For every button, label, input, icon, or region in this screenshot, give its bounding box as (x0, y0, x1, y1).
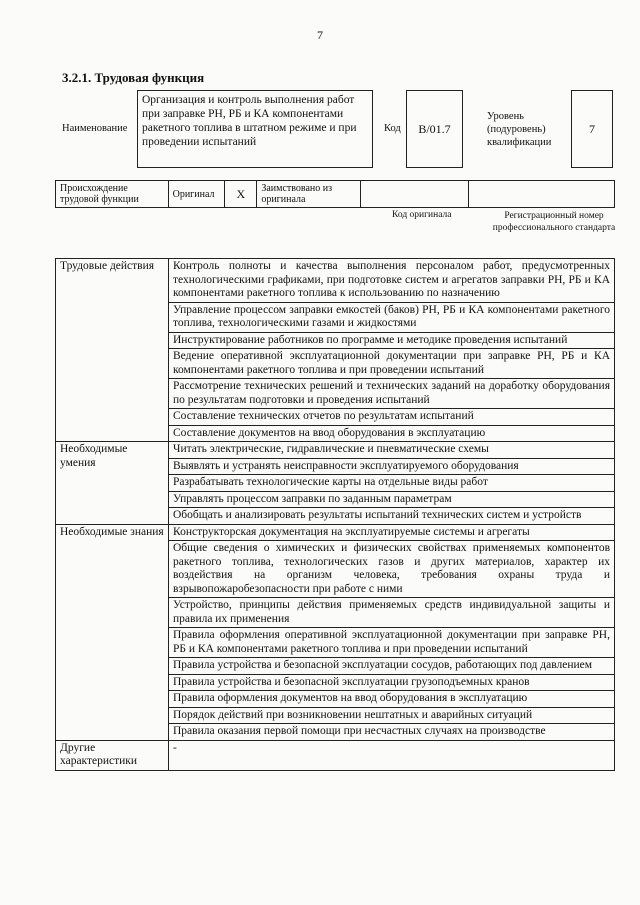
table-row (56, 259, 615, 303)
item-cell: Обобщать и анализировать результаты испытаний технических систем и устройств (169, 508, 615, 525)
item-cell: Правила устройства и безопасной эксплуатации грузоподъемных кранов (169, 674, 615, 691)
section-title: 3.2.1. Трудовая функция (62, 70, 205, 85)
item-cell: Правила оформления оперативной эксплуатационной документации при заправке РН, РБ и КА компонентами ракетного топлива и при проведении испытаний (169, 628, 615, 658)
category-cell: Необходимые умения (56, 442, 169, 525)
original-mark: X (225, 181, 257, 207)
code-original-label: Код оригинала (392, 210, 452, 220)
item-cell: Ведение оперативной эксплуатационной документации при заправке РН, РБ и КА компонентами ракетного топлива и при проведении испытаний (169, 349, 615, 379)
original-label: Оригинал (169, 181, 226, 207)
category-cell: Трудовые действия (56, 259, 169, 442)
item-cell: Контроль полноты и качества выполнения персоналом работ, предусмотренных технологическими графиками, при подготовке систем и агрегатов заправки РН, РБ и КА компонентами ракетного топлива к использованию по назначению (169, 259, 615, 303)
code-original-cell (361, 181, 469, 207)
table-row (56, 740, 615, 770)
item-cell: Составление технических отчетов по результатам испытаний (169, 409, 615, 426)
item-cell: Устройство, принципы действия применяемых средств индивидуальной защиты и правила их применения (169, 598, 615, 628)
function-details-table (55, 258, 615, 771)
item-cell: Конструкторская документация на эксплуатируемые системы и агрегаты (169, 524, 615, 541)
item-cell: - (169, 740, 615, 770)
item-cell: Правила оказания первой помощи при несчастных случаях на производстве (169, 724, 615, 741)
item-cell: Общие сведения о химических и физических свойствах применяемых компонентов ракетного топлива, технологических газов и других материалов, характер их воздействия на организм человека, требования охраны труда и взрывопожаробезопасности при работе с ними (169, 541, 615, 598)
origin-row (55, 180, 615, 208)
item-cell: Рассмотрение технических решений и технических заданий на доработку оборудования по результатам подготовки и проведения испытаний (169, 379, 615, 409)
item-cell: Порядок действий при возникновении нештатных и аварийных ситуаций (169, 707, 615, 724)
code-label: Код (384, 123, 401, 134)
item-cell: Разрабатывать технологические карты на отдельные виды работ (169, 475, 615, 492)
item-cell: Инструктирование работников по программе и методике проведения испытаний (169, 332, 615, 349)
function-code-box: B/01.7 (406, 90, 463, 168)
table-row (56, 442, 615, 459)
name-label: Наименование (62, 123, 128, 134)
item-cell: Выявлять и устранять неисправности эксплуатируемого оборудования (169, 458, 615, 475)
origin-label: Происхождение трудовой функции (56, 181, 169, 207)
table-row (56, 524, 615, 541)
category-cell: Необходимые знания (56, 524, 169, 740)
item-cell: Управлять процессом заправки по заданным параметрам (169, 491, 615, 508)
item-cell: Читать электрические, гидравлические и пневматические схемы (169, 442, 615, 459)
qualification-level-box: 7 (571, 90, 613, 168)
level-label: Уровень (подуровень) квалификации (487, 111, 552, 148)
item-cell: Управление процессом заправки емкостей (баков) РН, РБ и КА компонентами ракетного топлива, технологическими газами и жидкостями (169, 302, 615, 332)
reg-number-cell (469, 181, 614, 207)
function-name-box: Организация и контроль выполнения работ при заправке РН, РБ и КА компонентами ракетного топлива в штатном режиме и при проведении испытаний (137, 90, 373, 168)
item-cell: Правила оформления документов на ввод оборудования в эксплуатацию (169, 691, 615, 708)
page-number: 7 (317, 28, 323, 42)
borrowed-label: Заимствовано из оригинала (257, 181, 361, 207)
item-cell: Правила устройства и безопасной эксплуатации сосудов, работающих под давлением (169, 658, 615, 675)
category-cell: Другие характеристики (56, 740, 169, 770)
reg-number-label: Регистрационный номер профессионального стандарта (492, 211, 616, 233)
item-cell: Составление документов на ввод оборудования в эксплуатацию (169, 425, 615, 442)
